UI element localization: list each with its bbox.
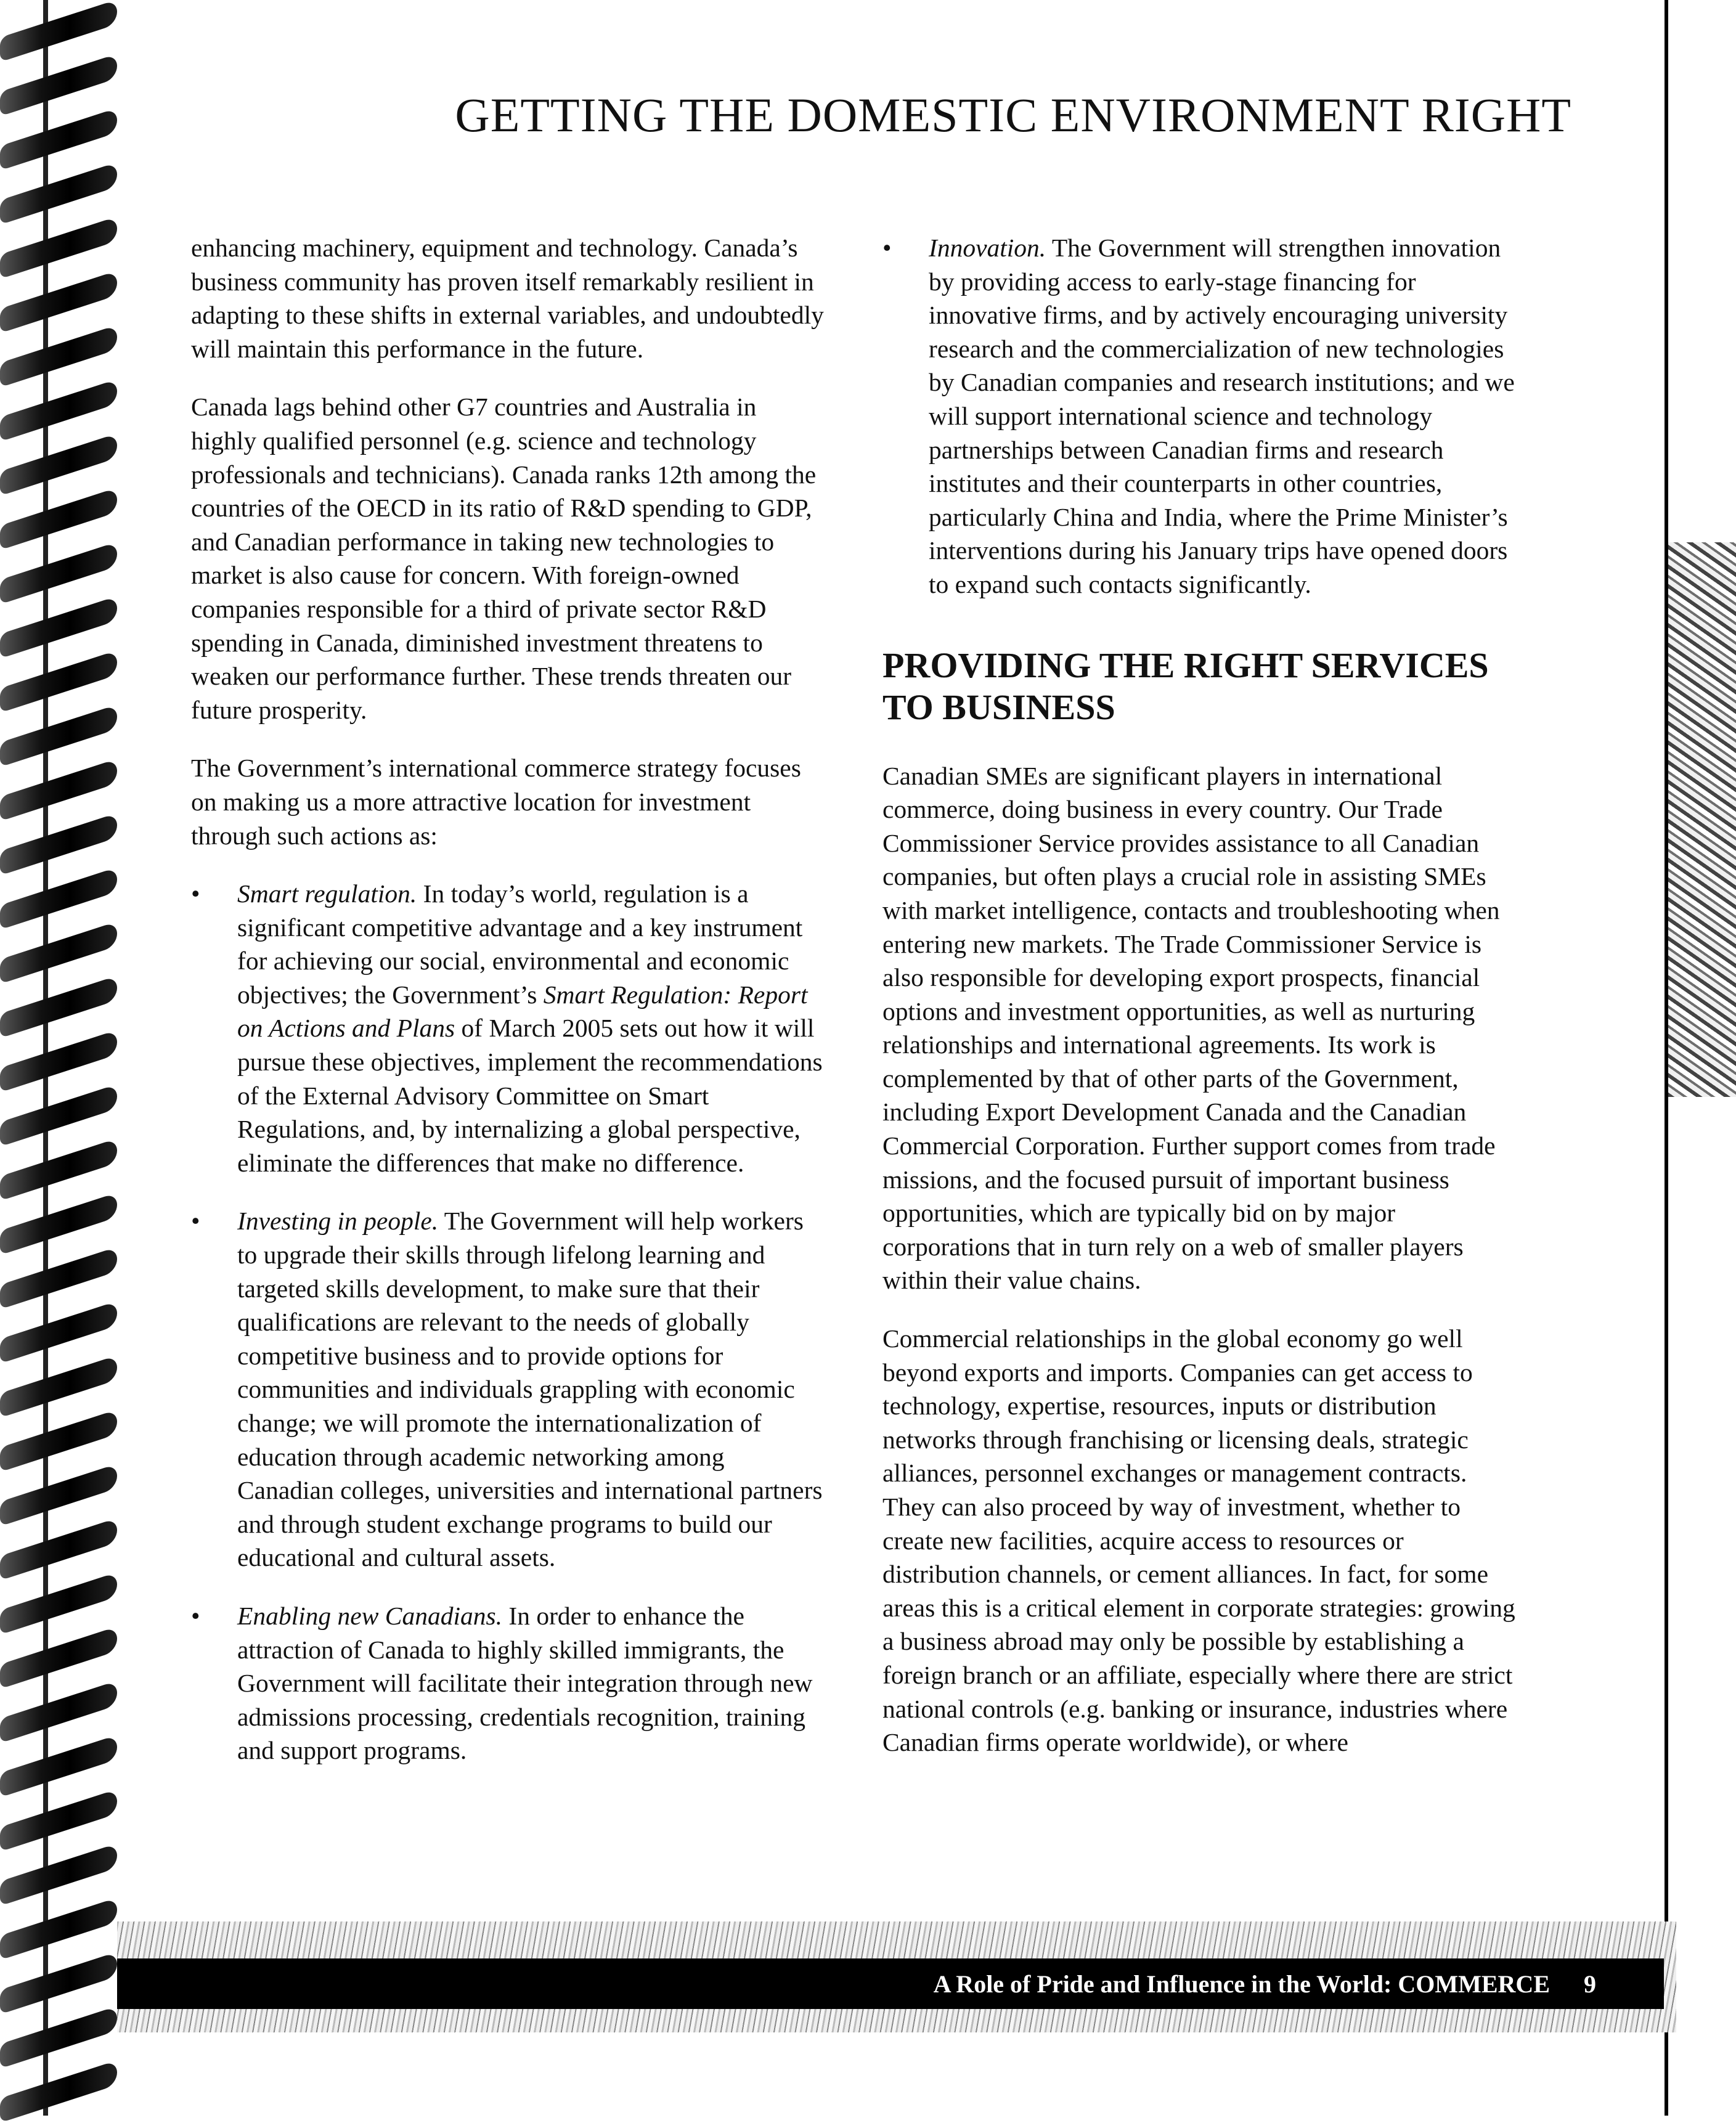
binding-ring (0, 1409, 117, 1472)
binding-ring (0, 921, 117, 984)
bullet-icon: • (191, 879, 200, 908)
bullet-text: In today’s world, regulation is a significant competitive advantage and a key instrument for achieving our social, environmental and economic objectives; the Government’s (237, 879, 803, 1009)
binding-ring (0, 54, 117, 116)
binding-ring (0, 1843, 117, 1906)
right-column (882, 231, 1517, 1784)
binding-ring (0, 1518, 117, 1581)
binding-ring (0, 487, 117, 550)
binding-ring (0, 1626, 117, 1689)
binding-ring (0, 1572, 117, 1635)
bullet-text: In order to enhance the attraction of Canada to highly skilled immigrants, the Government will facilitate their integration through new admissions processing, credentials recognition, training and support programs. (237, 1601, 813, 1765)
binding-ring (0, 271, 117, 333)
bullet-innovation (882, 231, 1517, 601)
binding-ring (0, 976, 117, 1038)
binding-ring (0, 542, 117, 605)
bullet-term: Enabling new Canadians. (237, 1601, 502, 1630)
paragraph: Canada lags behind other G7 countries and Australia in highly qualified personnel (e.g. science and technology professionals and technicians). Canada ranks 12th among the countries of the OECD in its ratio of R&D spending to GDP, and Canadian performance in taking new technologies to market is also cause for concern. With foreign-owned companies responsible for a third of private sector R&D spending in Canada, diminished investment threatens to weaken our performance further. These trends threaten our future prosperity. (191, 393, 817, 724)
binding-ring (0, 1084, 117, 1147)
bullet-icon: • (191, 1207, 200, 1236)
binding-ring (0, 1735, 117, 1798)
bullet-enabling-new-canadians (191, 1599, 826, 1767)
binding-ring (0, 1897, 117, 1960)
binding-ring (0, 1464, 117, 1526)
binding-ring (0, 1030, 117, 1093)
footer-running-title: A Role of Pride and Influence in the World: COMMERCE (933, 1970, 1550, 1998)
binding-ring (0, 1355, 117, 1418)
spiral-binding (0, 0, 123, 2116)
bullet-text: of March 2005 sets out how it will pursue these objectives, implement the recommendations of the External Advisory Committee on Smart Regulations, and, by internalizing a global perspective, eliminate the differences that make no difference. (237, 1014, 823, 1177)
bullet-term: Smart regulation. (237, 879, 417, 908)
binding-ring (0, 596, 117, 659)
binding-ring (0, 216, 117, 279)
paragraph: Commercial relationships in the global economy go well beyond exports and imports. Companies can get access to technology, expertise, resources, inputs or distribution networks through franchising or licensing deals, strategic alliances, personnel exchanges or management contracts. They can also proceed by way of investment, whether to create new facilities, acquire access to resources or distribution channels, or cement alliances. In fact, for some areas this is a critical element in corporate strategies: growing a business abroad may only be possible by establishing a foreign branch or an affiliate, especially where there are strict national controls (e.g. banking or insurance, industries where Canadian firms operate worldwide), or where (882, 1324, 1515, 1757)
bullet-icon: • (191, 1601, 200, 1630)
binding-ring (0, 2006, 117, 2069)
binding-ring (0, 704, 117, 767)
binding-ring (0, 1952, 117, 2015)
bullet-smart-regulation (191, 877, 826, 1180)
binding-ring (0, 379, 117, 442)
bullet-investing-in-people (191, 1204, 826, 1575)
scan-edge-noise (1668, 542, 1736, 1097)
bullet-term: Investing in people. (237, 1207, 439, 1236)
paragraph: Canadian SMEs are significant players in international commerce, doing business in every country. Our Trade Commissioner Service provides assistance to all Canadian companies, but often plays a crucial role in assisting SMEs with market intelligence, contacts and troubleshooting when entering new markets. The Trade Commissioner Service is also responsible for developing export prospects, financial options and investment opportunities, as well as nurturing relationships and international agreements. Its work is complemented by that of other parts of the Government, including Export Development Canada and the Canadian Commercial Corporation. Further support comes from trade missions, and the focused pursuit of important business opportunities, which are typically bid on by major corporations that in turn rely on a web of smaller players within their value chains. (882, 761, 1500, 1295)
binding-ring (0, 433, 117, 496)
bullet-term: Innovation. (929, 234, 1046, 262)
section-heading: PROVIDING THE RIGHT SERVICES TO BUSINESS (882, 645, 1489, 727)
binding-ring (0, 1301, 117, 1364)
bullet-text: The Government will strengthen innovation by providing access to early-stage financing for innovative firms, and by actively encouraging university research and the commercialization of new technologies by Canadian companies and research institutions; and we will support international science and technology partnerships between Canadian firms and research institutes and their counterparts in other countries, particularly China and India, where the Prime Minister’s interventions during his January trips have opened doors to expand such contacts significantly. (929, 234, 1515, 598)
binding-ring (0, 0, 117, 62)
report-title: Smart Regulation: Report on Actions and Plans (237, 980, 808, 1043)
binding-ring (0, 325, 117, 388)
left-column (191, 231, 826, 1792)
footer-bar (117, 1958, 1664, 2009)
paragraph: enhancing machinery, equipment and technology. Canada’s business community has proven itself remarkably resilient in adapting to these shifts in external variables, and undoubtedly will maintain this performance in the future. (191, 234, 824, 363)
paragraph: The Government’s international commerce strategy focuses on making us a more attractive location for investment through such actions as: (191, 754, 801, 850)
running-header: GETTING THE DOMESTIC ENVIRONMENT RIGHT (455, 88, 1571, 142)
bullet-icon: • (882, 234, 892, 262)
binding-ring (0, 2060, 117, 2123)
binding-ring (0, 867, 117, 930)
binding-ring (0, 1138, 117, 1201)
binding-ring (0, 162, 117, 225)
page-number: 9 (1584, 1970, 1596, 1998)
binding-ring (0, 759, 117, 821)
binding-ring (0, 1192, 117, 1255)
binding-ring (0, 1789, 117, 1852)
binding-ring (0, 108, 117, 171)
binding-ring (0, 1247, 117, 1310)
binding-ring (0, 650, 117, 713)
binding-ring (0, 1681, 117, 1743)
bullet-text: The Government will help workers to upgrade their skills through lifelong learning and targeted skills development, to make sure that their qualifications are relevant to the needs of globally competitive business and to provide options for communities and individuals grappling with economic change; we will promote the internationalization of education through academic networking among Canadian colleges, universities and international partners and through student exchange programs to build our educational and cultural assets. (237, 1207, 823, 1572)
binding-ring (0, 813, 117, 876)
